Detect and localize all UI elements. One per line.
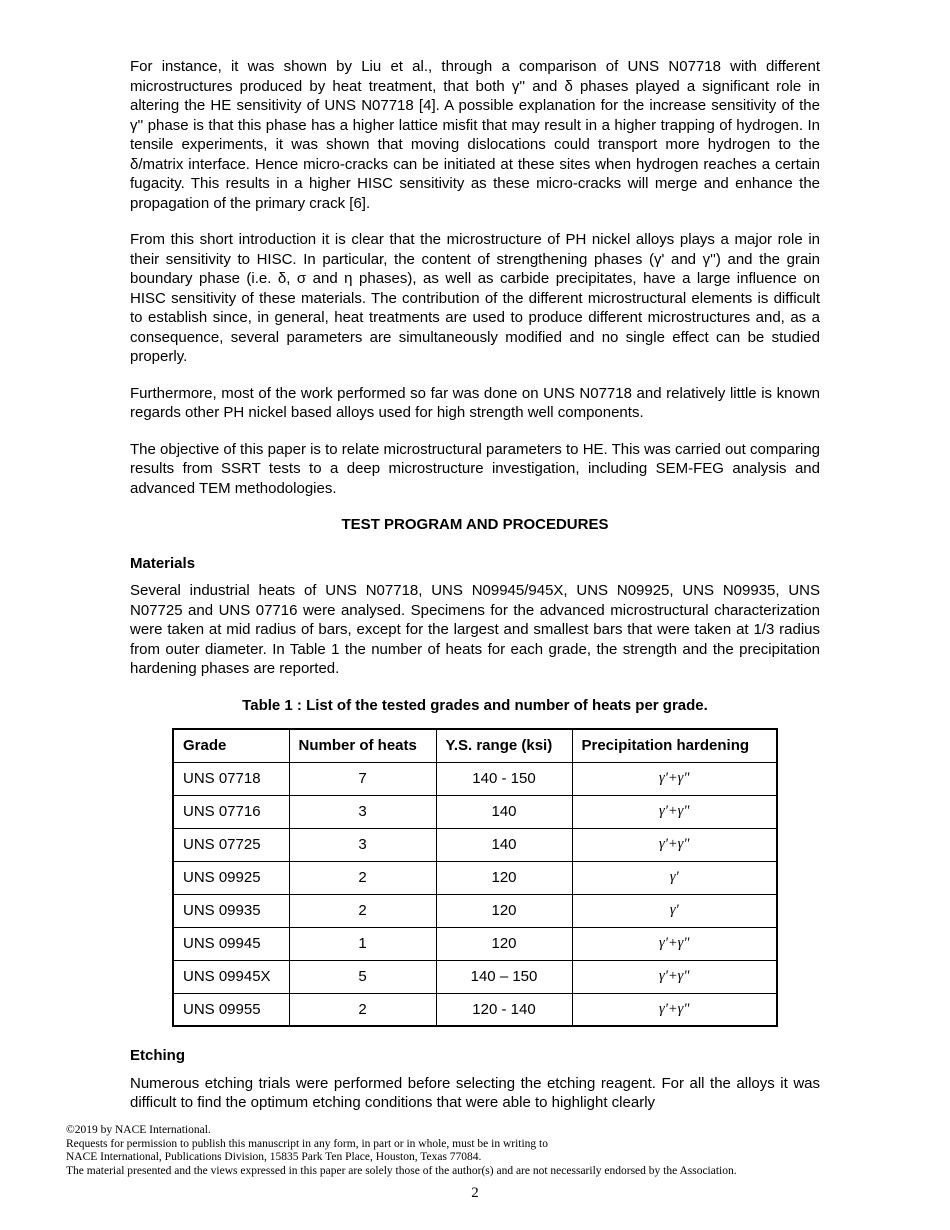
grades-table: [172, 728, 778, 1027]
cell-heats: 5: [289, 960, 436, 993]
footer-line-permission: Requests for permission to publish this manuscript in any form, in part or in whole, must be in writing to: [66, 1137, 548, 1150]
table-row: [173, 828, 777, 861]
cell-heats: 3: [289, 828, 436, 861]
header-ys-range: Y.S. range (ksi): [436, 729, 572, 762]
materials-heading: Materials: [130, 554, 196, 572]
etching-heading: Etching: [130, 1047, 185, 1064]
cell-phase: γ'+γ": [572, 795, 777, 828]
cell-grade: UNS 07718: [173, 762, 289, 795]
table-row: [173, 960, 777, 993]
cell-ys-range: 140 - 150: [436, 762, 572, 795]
table-row: [173, 795, 777, 828]
table-1-caption: Table 1 : List of the tested grades and number of heats per grade.: [242, 696, 708, 714]
intro-paragraph-3: Furthermore, most of the work performed so far was done on UNS N07718 and relatively little is known regards other PH nickel based alloys used for high strength well components.: [130, 384, 820, 421]
cell-ys-range: 120: [436, 894, 572, 927]
table-row: [173, 927, 777, 960]
table-header-row: [173, 729, 777, 762]
intro-paragraph-4: The objective of this paper is to relate microstructural parameters to HE. This was carried out comparing results from SSRT tests to a deep microstructure investigation, including SEM-FEG analysis and advanced TEM methodologies.: [130, 440, 821, 497]
cell-heats: 3: [289, 795, 436, 828]
cell-ys-range: 120 - 140: [436, 993, 572, 1026]
cell-grade: UNS 09935: [173, 894, 289, 927]
cell-ys-range: 140: [436, 828, 572, 861]
footer-line-address: NACE International, Publications Division, 15835 Park Ten Place, Houston, Texas 77084.: [66, 1151, 482, 1164]
cell-grade: UNS 09925: [173, 861, 289, 894]
cell-heats: 2: [289, 894, 436, 927]
header-number-of-heats: Number of heats: [289, 729, 436, 762]
cell-heats: 1: [289, 927, 436, 960]
cell-phase: γ'+γ": [572, 960, 777, 993]
table-row: [173, 861, 777, 894]
cell-phase: γ': [572, 894, 777, 927]
page-number: 2: [471, 1185, 479, 1201]
materials-paragraph: Several industrial heats of UNS N07718, UNS N09945/945X, UNS N09925, UNS N09935, UNS N07725 and UNS 07716 were analysed. Specimens for the advanced microstructural characterization were taken at mid radius of bars, except for the largest and smallest bars that were taken at 1/3 radius from outer diameter. In Table 1 the number of heats for each grade, the strength and the precipitation hardening phases are reported.: [130, 582, 820, 677]
cell-grade: UNS 07725: [173, 828, 289, 861]
intro-paragraph-1: For instance, it was shown by Liu et al., through a comparison of UNS N07718 with different microstructures produced by heat treatment, that both γ'' and δ phases played a significant role in altering the HE sensitivity of UNS N07718 [4]. A possible explanation for the increase sensitivity of the γ'' phase is that this phase has a higher lattice misfit that may result in a higher trapping of hydrogen. In tensile experiments, it was shown that moving dislocations could transport more hydrogen to the δ/matrix interface. Hence micro-cracks can be initiated at these sites when hydrogen reaches a certain fugacity. This results in a higher HISC sensitivity as these micro-cracks will merge and enhance the propagation of the primary crack [6].: [130, 58, 820, 212]
cell-ys-range: 120: [436, 861, 572, 894]
cell-heats: 7: [289, 762, 436, 795]
table-row: [173, 762, 777, 795]
intro-paragraph-2: From this short introduction it is clear that the microstructure of PH nickel alloys plays a major role in their sensitivity to HISC. In particular, the content of strengthening phases (γ' and γ'') and the grain boundary phase (i.e. δ, σ and η phases), as well as carbide precipitates, have a large influence on HISC sensitivity of these materials. The contribution of the different microstructural elements is difficult to establish since, in general, heat treatments are used to produce different microstructures and, as a consequence, several parameters are simultaneously modified and no single effect can be studied properly.: [130, 231, 820, 365]
etching-paragraph: Numerous etching trials were performed before selecting the etching reagent. For all the alloys it was difficult to find the optimum etching conditions that were able to highlight clearly: [130, 1074, 820, 1111]
cell-phase: γ'+γ": [572, 828, 777, 861]
section-heading-test-program: TEST PROGRAM AND PROCEDURES: [341, 516, 609, 533]
cell-grade: UNS 09945X: [173, 960, 289, 993]
cell-heats: 2: [289, 993, 436, 1026]
cell-grade: UNS 09945: [173, 927, 289, 960]
footer-line-copyright: ©2019 by NACE International.: [66, 1124, 211, 1136]
header-grade: Grade: [173, 729, 289, 762]
cell-ys-range: 120: [436, 927, 572, 960]
page-footer: [66, 1124, 900, 1178]
cell-heats: 2: [289, 861, 436, 894]
cell-phase: γ'+γ": [572, 927, 777, 960]
cell-phase: γ'+γ": [572, 762, 777, 795]
cell-phase: γ'+γ": [572, 993, 777, 1026]
cell-grade: UNS 09955: [173, 993, 289, 1026]
footer-line-disclaimer: The material presented and the views expressed in this paper are solely those of the author(s) and are not necessarily endorsed by the Association.: [66, 1164, 737, 1177]
table-row: [173, 894, 777, 927]
cell-ys-range: 140 – 150: [436, 960, 572, 993]
cell-ys-range: 140: [436, 795, 572, 828]
cell-grade: UNS 07716: [173, 795, 289, 828]
header-precipitation-hardening: Precipitation hardening: [572, 729, 777, 762]
table-row: [173, 993, 777, 1026]
cell-phase: γ': [572, 861, 777, 894]
